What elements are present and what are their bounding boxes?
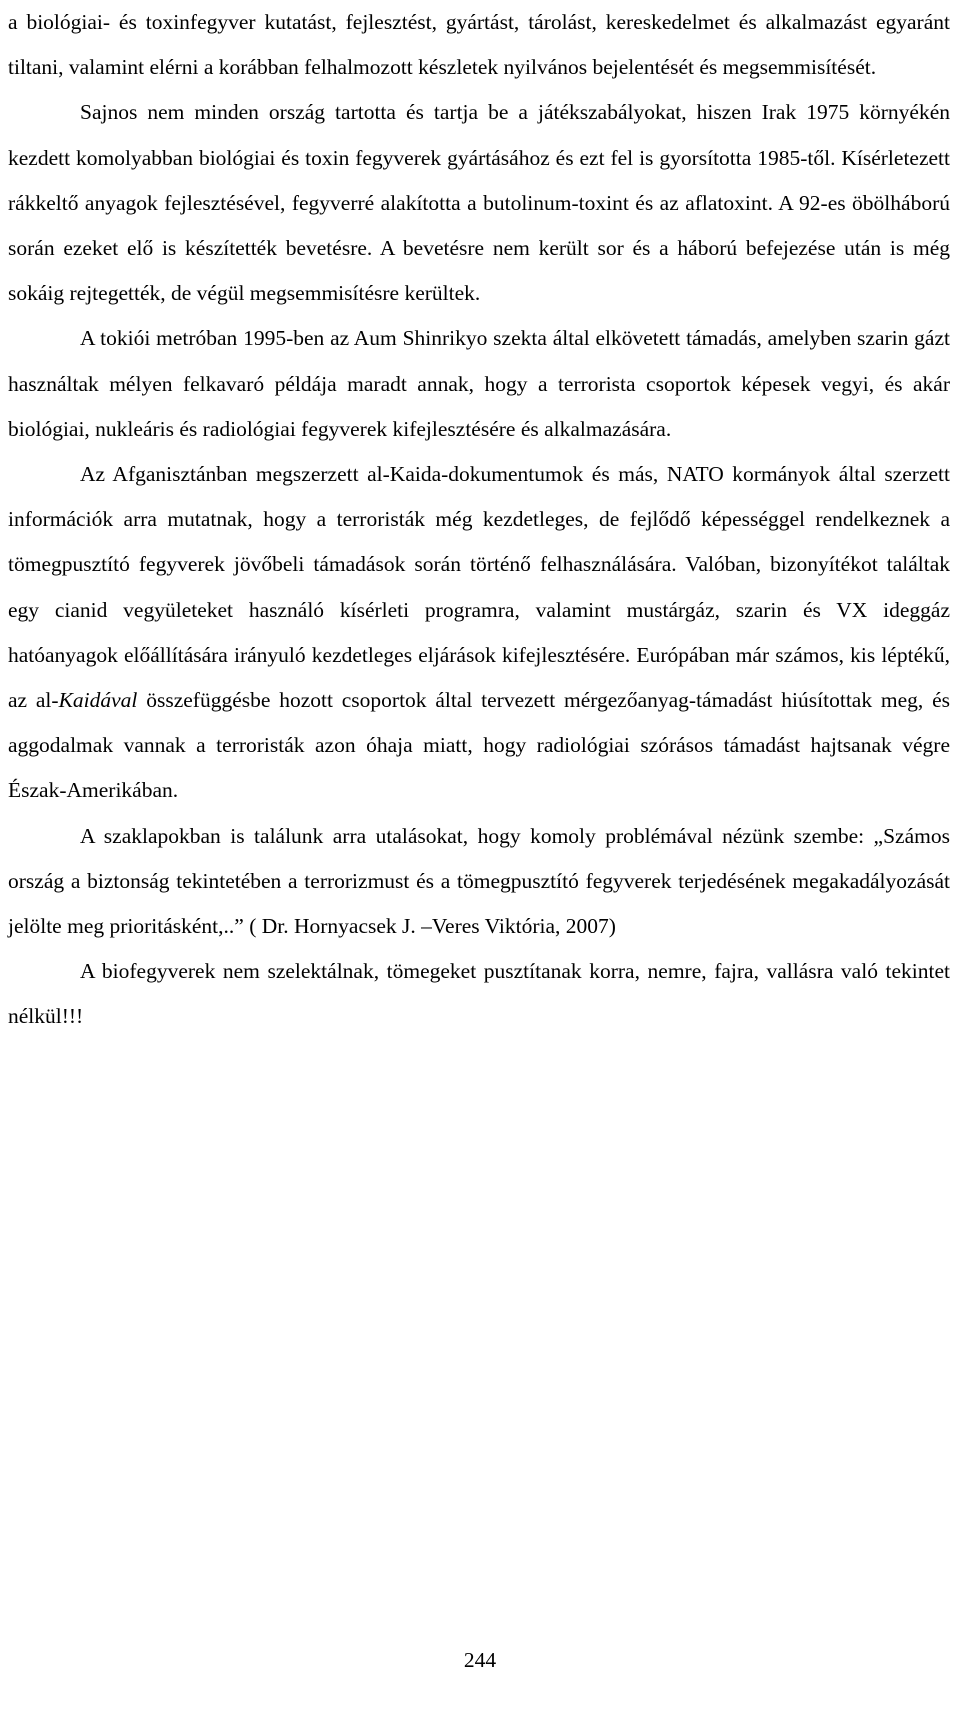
text-run: a biológiai- és toxinfegyver kutatást, fejlesztést, gyártást, tárolást, kereskedelmet és alkalmazást egyaránt tiltani, valamint elérni a korábban felhalmozott készletek nyilvános bejelentését és megsemmisítését. (8, 10, 950, 80)
paragraph-4 (8, 814, 950, 950)
paragraph-1 (8, 90, 950, 316)
body-text (8, 0, 950, 1040)
italic-text-run: Kaidával (58, 688, 138, 713)
text-run: összefüggésbe hozott csoportok által tervezett mérgezőanyag-támadást hiúsítottak meg, és aggodalmak vannak a terroristák azon óhaja miatt, hogy radiológiai szórásos támadást hajtsanak végre Észak-Amerikában. (8, 688, 950, 803)
paragraph-3 (8, 452, 950, 814)
paragraph-2 (8, 316, 950, 452)
paragraph-0 (8, 0, 950, 90)
paragraph-5 (8, 949, 950, 1039)
page-number: 244 (463, 1648, 497, 1672)
text-run: Az Afganisztánban megszerzett al-Kaida-dokumentumok és más, NATO kormányok által szerzett információk arra mutatnak, hogy a terroristák még kezdetleges, de fejlődő képességgel rendelkeznek a tömegpusztító fegyverek jövőbeli támadások során történő felhasználására. Valóban, bizonyítékot találtak egy cianid vegyületeket használó kísérleti programra, valamint mustárgáz, szarin és VX ideggáz hatóanyagok előállítására irányuló kezdetleges eljárások kifejlesztésére. Európában már számos, kis léptékű, az al- (8, 462, 950, 713)
text-run: A tokiói metróban 1995-ben az Aum Shinrikyo szekta által elkövetett támadás, amelyben szarin gázt használtak mélyen felkavaró példája maradt annak, hogy a terrorista csoportok képesek vegyi, és akár biológiai, nukleáris és radiológiai fegyverek kifejlesztésére és alkalmazására. (8, 326, 950, 441)
text-run: Sajnos nem minden ország tartotta és tartja be a játékszabályokat, hiszen Irak 1975 környékén kezdett komolyabban biológiai és toxin fegyverek gyártásához és ezt fel is gyorsította 1985-től. Kísérletezett rákkeltő anyagok fejlesztésével, fegyverré alakította a butolinum-toxint és az aflatoxint. A 92-es öbölháború során ezeket elő is készítették bevetésre. A bevetésre nem került sor és a háború befejezése után is még sokáig rejtegették, de végül megsemmisítésre kerültek. (8, 100, 950, 306)
text-run: A biofegyverek nem szelektálnak, tömegeket pusztítanak korra, nemre, fajra, vallásra való tekintet nélkül!!! (8, 959, 950, 1029)
text-run: A szaklapokban is találunk arra utalásokat, hogy komoly problémával nézünk szembe: „Számos ország a biztonság tekintetében a terrorizmust és a tömegpusztító fegyverek terjedésének megakadályozását jelölte meg prioritásként,..” ( Dr. Hornyacsek J. –Veres Viktória, 2007) (8, 823, 950, 939)
